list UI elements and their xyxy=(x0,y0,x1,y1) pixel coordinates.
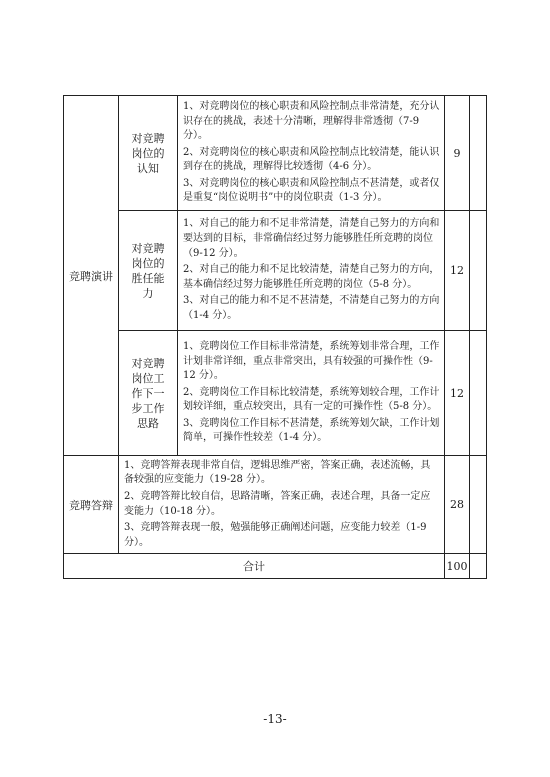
item-role-awareness: 对竞聘岗位的认知 xyxy=(119,96,178,211)
empty-cell xyxy=(470,211,487,331)
category-defense: 竞聘答辩 xyxy=(64,456,119,554)
criterion-text: 2、竞聘答辩比较自信，思路清晰，答案正确，表述合理，具备一定应变能力（10-18 分）。 xyxy=(124,490,431,517)
score-cell: 12 xyxy=(445,211,470,331)
criterion-text: 1、对自己的能力和不足非常清楚，清楚自己努力的方向和要达到的目标，非常确信经过努力能够胜任所竞聘的岗位（9-12 分）。 xyxy=(183,218,440,259)
criteria-role-awareness xyxy=(178,96,445,211)
criterion-text: 1、对竞聘岗位的核心职责和风险控制点非常清楚，充分认识存在的挑战，表述十分清晰，理解得非常透彻（7-9 分）。 xyxy=(183,100,440,142)
criterion-text: 2、竞聘岗位工作目标比较清楚，系统筹划较合理，工作计划较详细，重点较突出，具有一定的可操作性（5-8 分）。 xyxy=(183,386,440,413)
table-row xyxy=(64,456,487,554)
category-speech: 竞聘演讲 xyxy=(64,96,119,456)
empty-cell xyxy=(470,331,487,456)
empty-cell xyxy=(470,96,487,211)
empty-cell xyxy=(470,456,487,554)
criterion-text: 3、竞聘岗位工作目标不甚清楚，系统筹划欠缺，工作计划简单，可操作性较差（1-4 分）。 xyxy=(183,417,440,444)
total-score: 100 xyxy=(445,554,470,579)
item-competence: 对竞聘岗位的胜任能力 xyxy=(119,211,178,331)
table-row xyxy=(64,331,487,456)
criterion-text: 1、竞聘答辩表现非常自信，逻辑思维严密，答案正确，表述流畅，具备较强的应变能力（19-28 分）。 xyxy=(124,459,431,486)
criterion-text: 3、竞聘答辩表现一般，勉强能够正确阐述问题，应变能力较差（1-9 分）。 xyxy=(124,522,427,548)
criteria-work-plan xyxy=(178,331,445,456)
scoring-table xyxy=(63,95,487,579)
page-number: -13- xyxy=(263,712,287,726)
total-row xyxy=(64,554,487,579)
criterion-text: 3、对竞聘岗位的核心职责和风险控制点不甚清楚，或者仅是重复“岗位说明书”中的岗位职责（1-3 分）。 xyxy=(183,177,440,204)
criterion-text: 2、对自己的能力和不足比较清楚，清楚自己努力的方向，基本确信经过努力能够胜任所竞聘的岗位（5-8 分）。 xyxy=(183,264,440,290)
score-cell: 28 xyxy=(445,456,470,554)
table-row xyxy=(64,211,487,331)
score-cell: 12 xyxy=(445,331,470,456)
criterion-text: 1、竞聘岗位工作目标非常清楚，系统筹划非常合理，工作计划非常详细，重点非常突出，具有较强的可操作性（9-12 分）。 xyxy=(183,340,440,382)
criterion-text: 3、对自己的能力和不足不甚清楚，不清楚自己努力的方向（1-4 分）。 xyxy=(183,295,440,321)
empty-cell xyxy=(470,554,487,579)
total-label: 合计 xyxy=(64,554,445,579)
criteria-competence xyxy=(178,211,445,331)
score-cell: 9 xyxy=(445,96,470,211)
criteria-defense xyxy=(119,456,445,554)
table-row xyxy=(64,96,487,211)
criterion-text: 2、对竞聘岗位的核心职责和风险控制点比较清楚，能认识到存在的挑战，理解得比较透彻（4-6 分）。 xyxy=(183,146,440,173)
item-work-plan: 对竞聘岗位工作下一步工作思路 xyxy=(119,331,178,456)
